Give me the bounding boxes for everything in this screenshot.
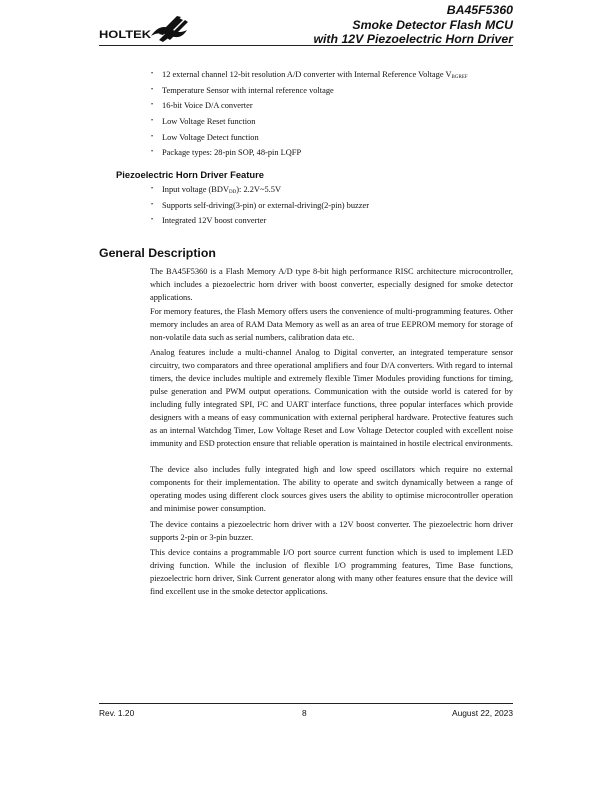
bullet-icon: • <box>151 71 154 77</box>
feature-list <box>150 67 468 161</box>
list-item <box>150 145 468 161</box>
item-text: ): 2.2V~5.5V <box>236 185 282 194</box>
list-item <box>150 98 468 114</box>
paragraph: The device also includes fully integrated high and low speed oscillators which require no external components for their implementation. The ability to operate and switch dynamically between a range of operating modes using different clock sources gives users the ability to optimise microcontroller operation and minimise power consumption. <box>150 465 513 514</box>
paragraph: For memory features, the Flash Memory offers users the convenience of multi-programming features. Other memory includes an area of RAM Data Memory as well as an area of true EEPROM memory for storage of non-volatile data such as serial numbers, calibration data etc. <box>150 307 513 343</box>
header-rule <box>99 45 513 46</box>
subscript: DD <box>229 190 237 195</box>
svg-text:HOLTEK: HOLTEK <box>99 29 152 41</box>
item-text: 16-bit Voice D/A converter <box>162 101 253 111</box>
bullet-icon: • <box>151 186 154 192</box>
bullet-icon: • <box>151 149 154 156</box>
paragraph: The BA45F5360 is a Flash Memory A/D type 8-bit high performance RISC architecture microcontroller, which includes a piezoelectric horn driver with boost converter, especially designed for smoke detector applications. <box>150 267 513 303</box>
horn-driver-heading: Piezoelectric Horn Driver Feature <box>116 169 264 180</box>
item-text: Package types: 28-pin SOP, 48-pin LQFP <box>162 148 302 158</box>
list-item <box>150 67 468 83</box>
item-text: Input voltage (BDV <box>162 185 229 194</box>
item-text: Low Voltage Reset function <box>162 117 256 127</box>
footer-revision: Rev. 1.20 <box>99 708 135 718</box>
document-header-title <box>313 3 513 47</box>
list-item <box>150 182 369 198</box>
bullet-icon: • <box>151 102 154 109</box>
holtek-logo <box>99 14 189 42</box>
item-text: 12 external channel 12-bit resolution A/D converter with Internal Reference Voltage V <box>162 70 452 79</box>
general-description-heading: General Description <box>99 246 216 260</box>
item-text: Integrated 12V boost converter <box>162 216 267 226</box>
subscript: BGREF <box>451 75 468 80</box>
title-line-2: with 12V Piezoelectric Horn Driver <box>313 32 513 47</box>
bullet-icon: • <box>151 133 154 140</box>
list-item <box>150 130 468 146</box>
paragraph: Analog features include a multi-channel Analog to Digital converter, an integrated temperature sensor circuitry, two comparators and three operational amplifiers and four D/A converters. With regard to internal timers, the device includes multiple and extremely flexible Timer Modules providing functions for timing, pulse generation and PWM output operations. Communication with the outside world is catered for by including fully integrated SPI, I²C and UART interface functions, three popular interfaces which provide designers with a means of easy communication with external peripheral hardware. Protective features such as an internal Watchdog Timer, Low Voltage Reset and Low Voltage Detector coupled with excellent noise immunity and ESD protection ensure that reliable operation is maintained in hostile electrical environments. <box>150 348 513 449</box>
bullet-icon: • <box>151 118 154 125</box>
item-text: Supports self-driving(3-pin) or external-driving(2-pin) buzzer <box>162 200 369 210</box>
list-item <box>150 114 468 130</box>
list-item <box>150 213 369 229</box>
bullet-icon: • <box>151 86 154 93</box>
paragraph: The device contains a piezoelectric horn driver with a 12V boost converter. The piezoelectric horn driver supports 2-pin or 3-pin buzzer. <box>150 520 513 543</box>
bullet-icon: • <box>151 217 154 224</box>
title-line-1: Smoke Detector Flash MCU <box>352 17 513 32</box>
horn-feature-list <box>150 182 369 229</box>
list-item <box>150 83 468 99</box>
footer-date: August 22, 2023 <box>451 708 513 718</box>
paragraph: This device contains a programmable I/O port source current function which is used to implement LED driving function. While the inclusion of flexible I/O programming features, Time Base functions, piezoelectric horn driver, Sink Current generator along with many other features ensure that the device will find excellent use in the smoke detector applications. <box>150 548 513 597</box>
list-item <box>150 198 369 214</box>
item-text: Temperature Sensor with internal reference voltage <box>162 85 334 95</box>
footer-page-number: 8 <box>302 708 307 718</box>
part-number: BA45F5360 <box>446 3 513 17</box>
footer-rule <box>99 703 513 704</box>
bullet-icon: • <box>151 201 154 208</box>
item-text: Low Voltage Detect function <box>162 132 259 142</box>
